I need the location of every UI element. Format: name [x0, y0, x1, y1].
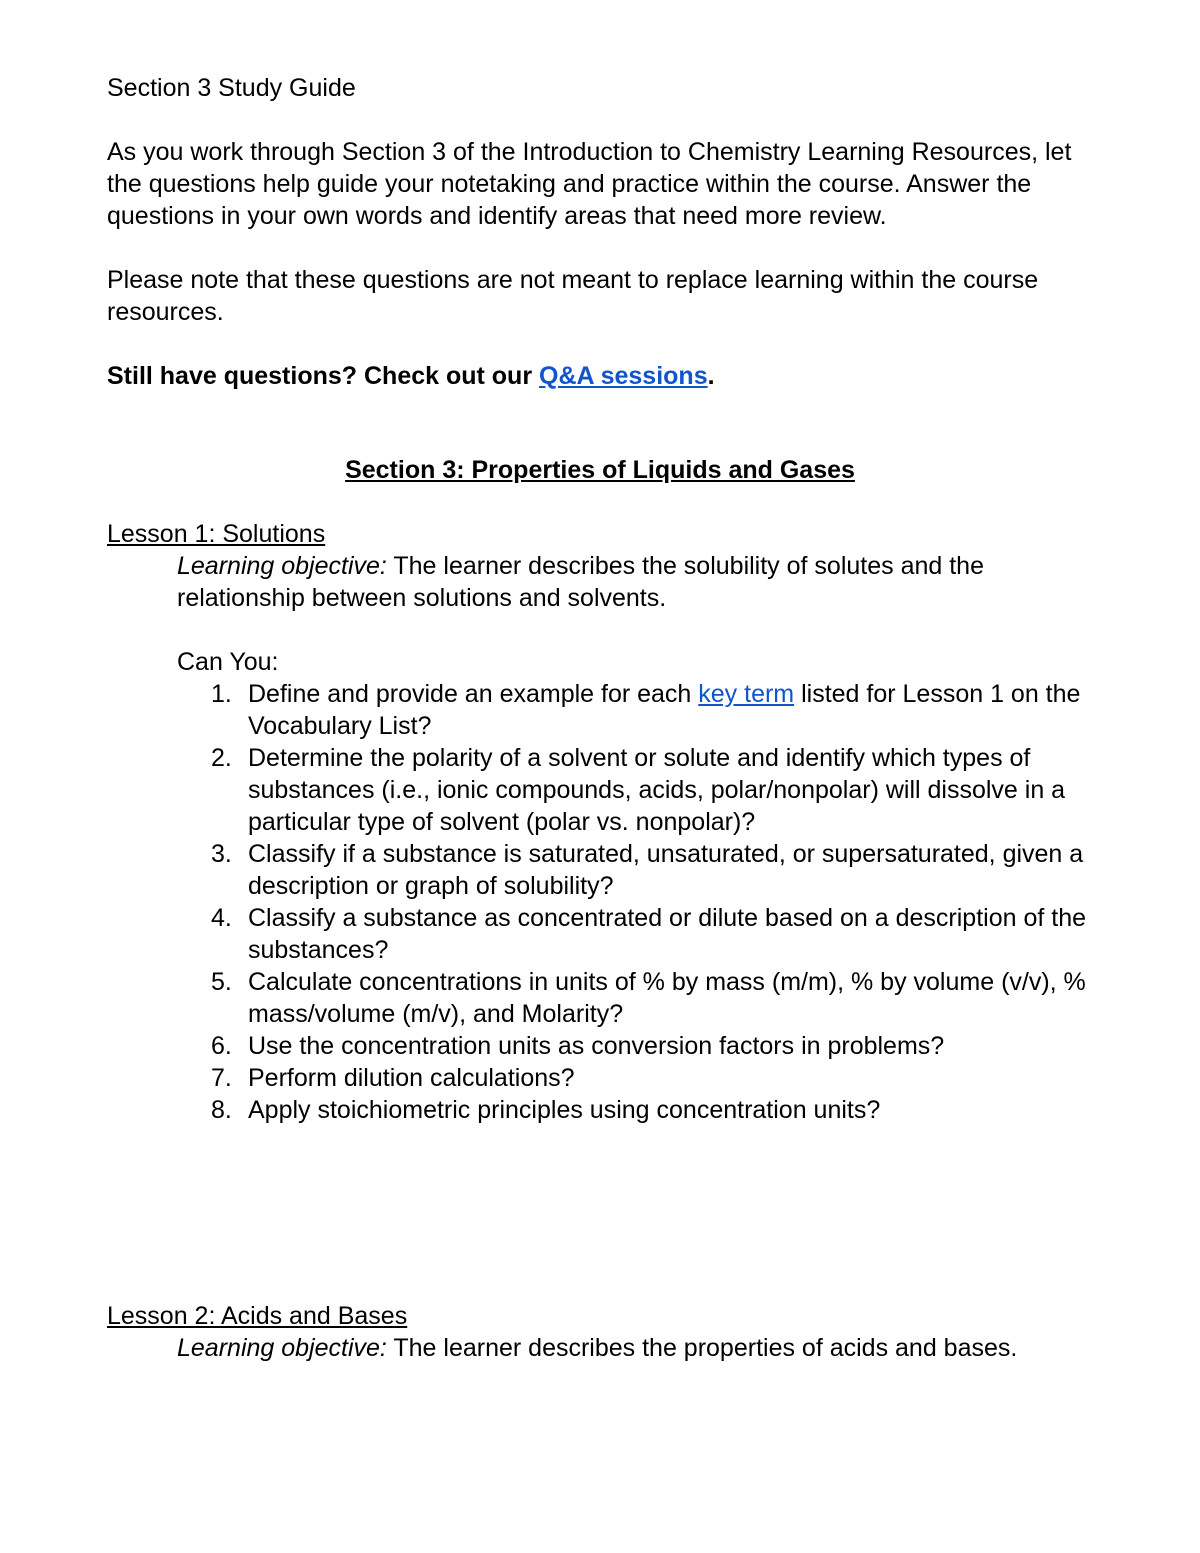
list-text: Perform dilution calculations?	[248, 1064, 575, 1092]
note-paragraph: Please note that these questions are not meant to replace learning within the course resources.	[107, 266, 1039, 326]
list-text: Apply stoichiometric principles using concentration units?	[248, 1096, 881, 1124]
list-item	[177, 902, 1107, 966]
document-title: Section 3 Study Guide	[107, 74, 356, 102]
lesson1-question-list	[177, 678, 1107, 1126]
list-item	[177, 1030, 1107, 1062]
objective-label: Learning objective:	[177, 1334, 387, 1362]
qa-sessions-link[interactable]: Q&A sessions	[539, 362, 708, 390]
list-item	[177, 838, 1107, 902]
list-number: 4.	[211, 904, 232, 932]
lesson2-title: Lesson 2: Acids and Bases	[107, 1302, 408, 1330]
key-term-link[interactable]: key term	[698, 680, 795, 708]
list-item	[177, 1094, 1107, 1126]
lesson2-objective	[177, 1332, 1107, 1364]
callout-paragraph	[107, 360, 1107, 392]
callout-prefix: Still have questions? Check out our	[107, 362, 540, 390]
list-number: 7.	[211, 1064, 232, 1092]
objective-label: Learning objective:	[177, 552, 387, 580]
objective-text: The learner describes the solubility of solutes and the relationship between solutions and solvents.	[177, 552, 984, 612]
callout-suffix: .	[707, 362, 715, 390]
list-number: 5.	[211, 968, 232, 996]
list-text: Use the concentration units as conversion factors in problems?	[248, 1032, 945, 1060]
list-text: Calculate concentrations in units of % by mass (m/m), % by volume (v/v), % mass/volume (m/v), and Molarity?	[248, 968, 1086, 1028]
list-text: Determine the polarity of a solvent or solute and identify which types of substances (i.e., ionic compounds, acids, polar/nonpolar) will dissolve in a particular type of solvent (polar vs. nonpolar)?	[248, 744, 1066, 836]
list-item	[177, 678, 1107, 742]
list-number: 6.	[211, 1032, 232, 1060]
list-item	[177, 742, 1107, 838]
list-number: 8.	[211, 1096, 232, 1124]
list-item	[177, 966, 1107, 1030]
section-heading: Section 3: Properties of Liquids and Gases	[345, 456, 855, 484]
list-number: 3.	[211, 840, 232, 868]
list-item	[177, 1062, 1107, 1094]
objective-text: The learner describes the properties of acids and bases.	[386, 1334, 1018, 1362]
can-you-label: Can You:	[177, 648, 279, 676]
lesson1-objective	[177, 550, 1107, 614]
document-page	[107, 72, 1107, 1364]
list-text: Classify a substance as concentrated or dilute based on a description of the substances?	[248, 904, 1087, 964]
lesson1-title: Lesson 1: Solutions	[107, 520, 326, 548]
intro-paragraph: As you work through Section 3 of the Introduction to Chemistry Learning Resources, let the questions help guide your notetaking and practice within the course. Answer the questions in your own words and identify areas that need more review.	[107, 138, 1072, 230]
list-text-before: Define and provide an example for each	[248, 680, 699, 708]
list-text-after: listed for Lesson 1 on the Vocabulary List?	[248, 680, 1081, 740]
list-number: 1.	[211, 680, 232, 708]
list-number: 2.	[211, 744, 232, 772]
list-text: Classify if a substance is saturated, unsaturated, or supersaturated, given a description or graph of solubility?	[248, 840, 1084, 900]
